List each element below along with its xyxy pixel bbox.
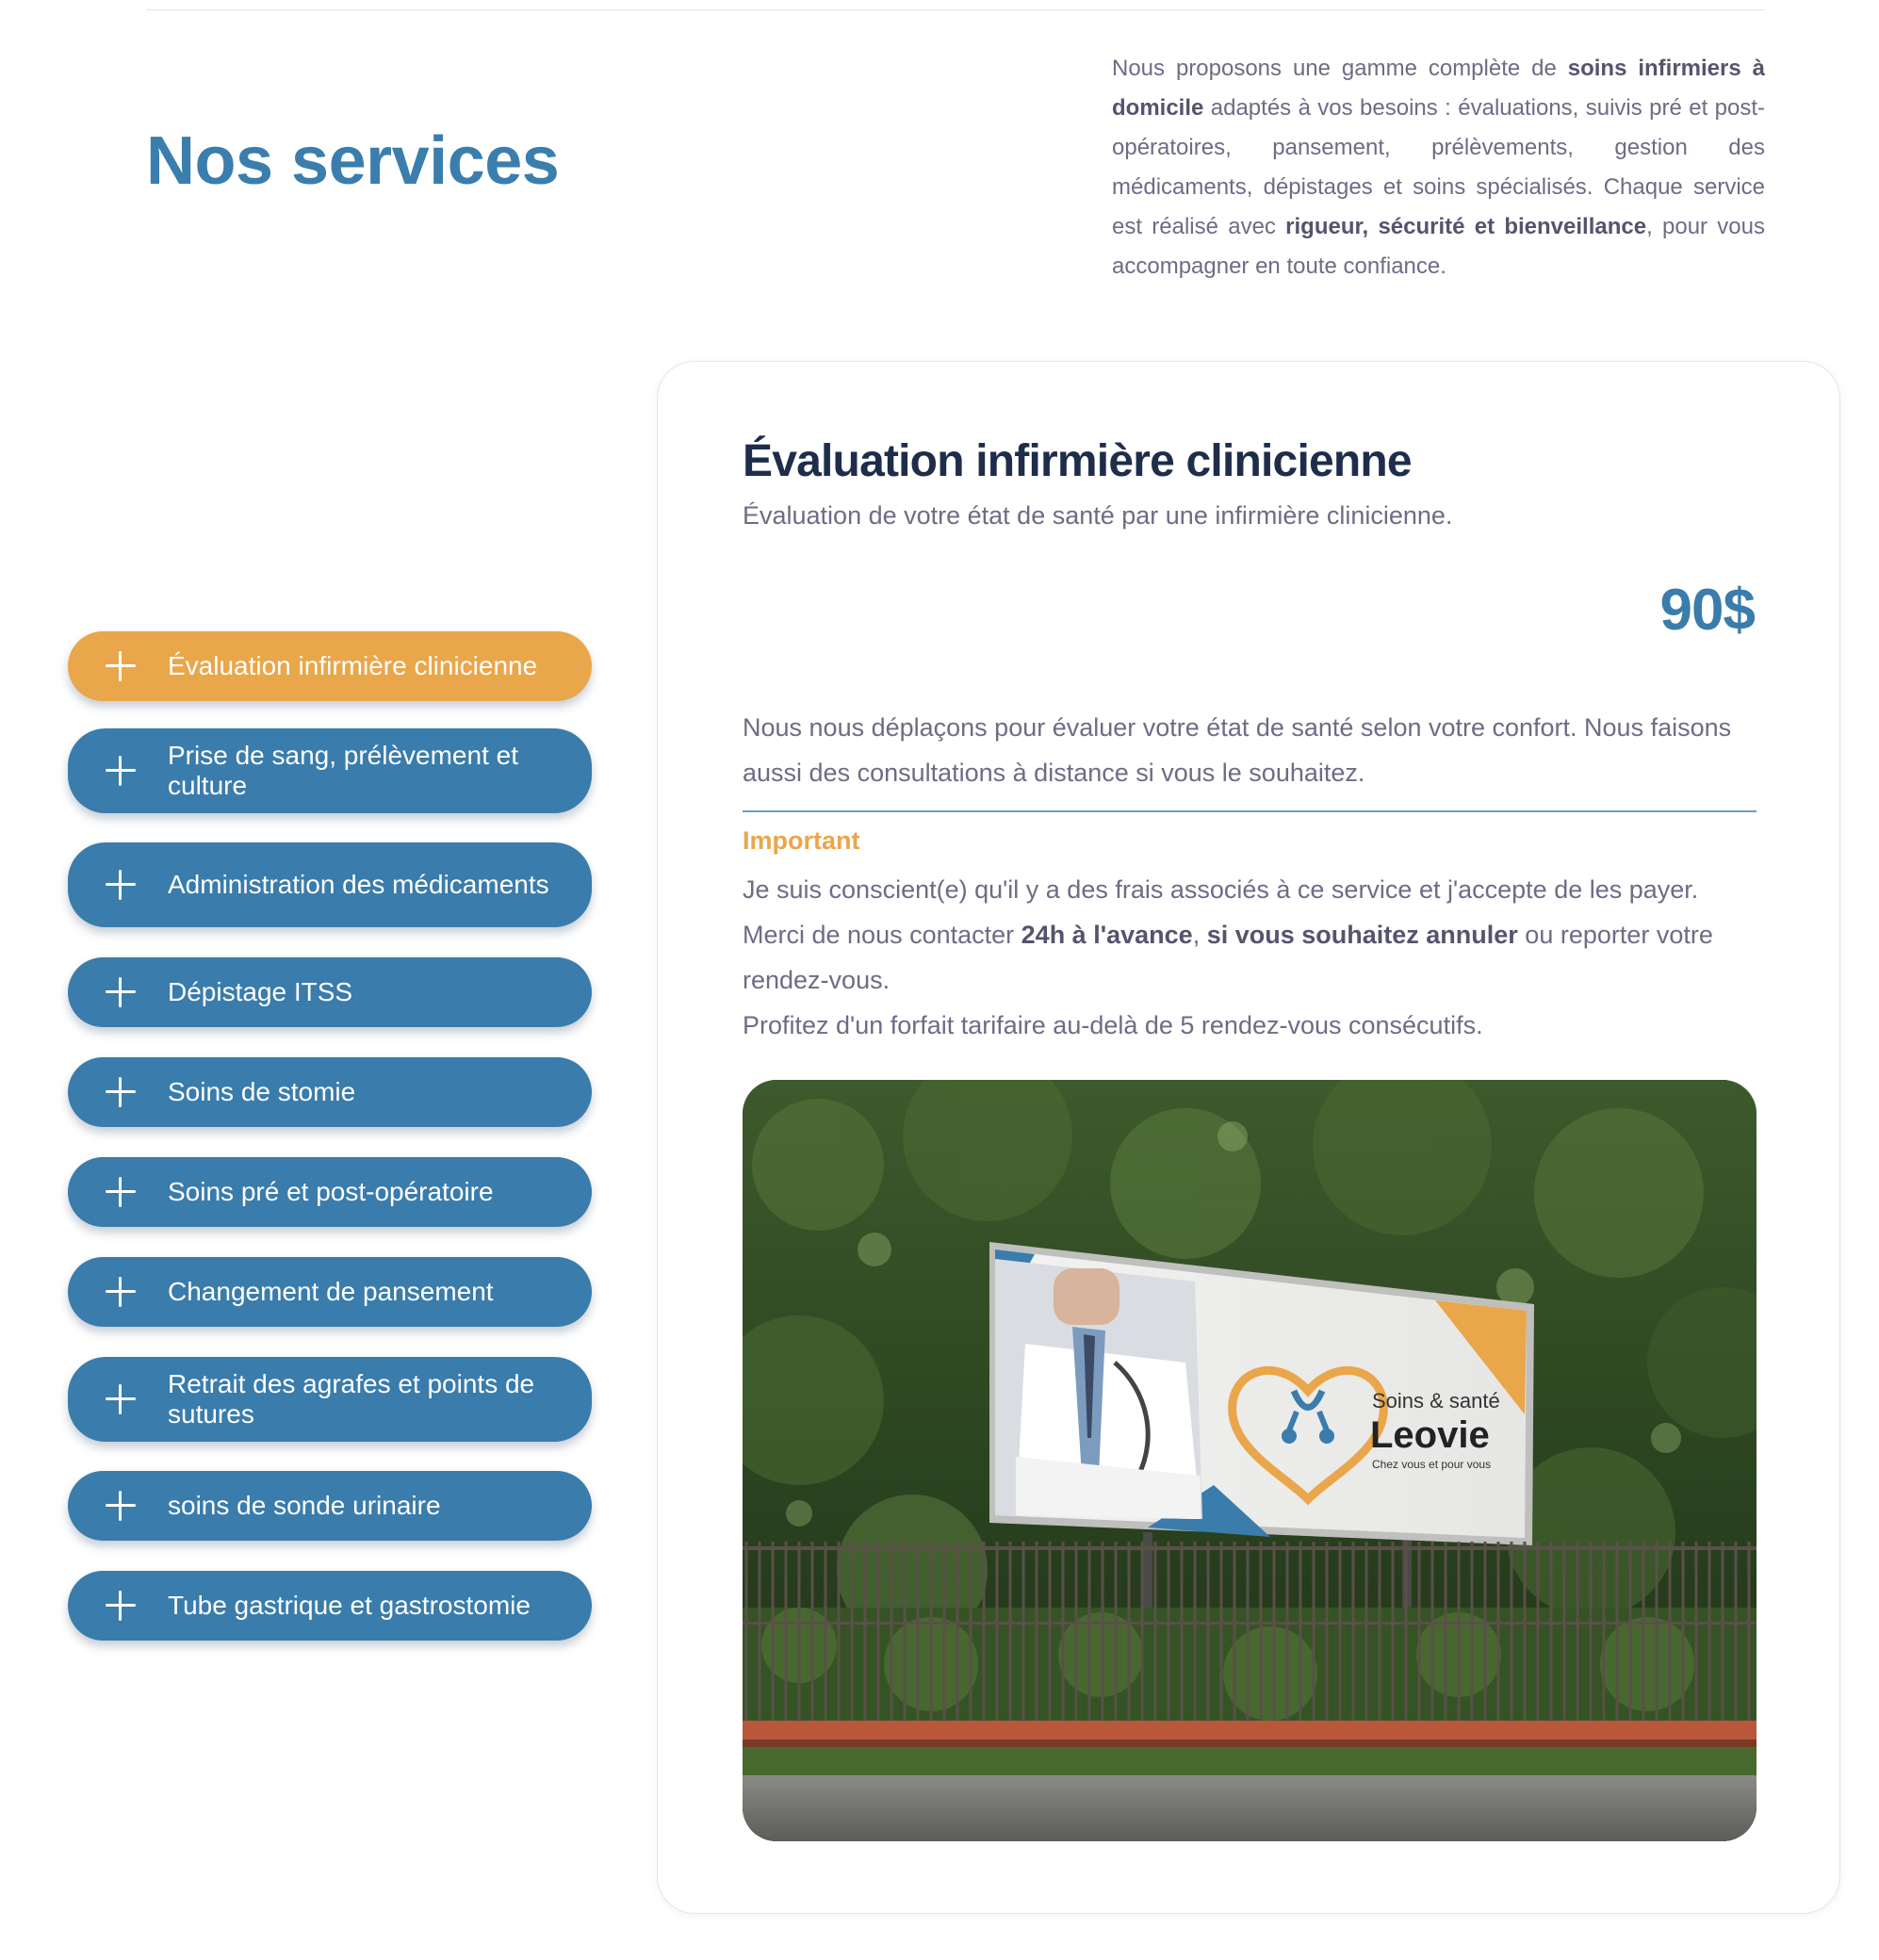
billboard-brand-name: Leovie <box>1370 1414 1490 1456</box>
plus-icon <box>106 1077 136 1107</box>
service-label: Prise de sang, prélèvement et culture <box>168 741 518 800</box>
service-item-medicaments[interactable] <box>68 842 592 927</box>
top-divider <box>146 9 1765 10</box>
service-label: Administration des médicaments <box>168 870 549 899</box>
service-item-pansement[interactable] <box>68 1257 592 1327</box>
service-label: Soins de stomie <box>168 1077 356 1106</box>
service-price: 90$ <box>1659 578 1755 643</box>
service-item-evaluation[interactable] <box>68 631 592 701</box>
service-label: Changement de pansement <box>168 1277 494 1306</box>
plus-icon <box>106 1177 136 1207</box>
plus-icon <box>106 1277 136 1307</box>
detail-description: Nous nous déplaçons pour évaluer votre état de santé selon votre confort. Nous faisons aussi des consultations à distance si vous le souhaitez. <box>743 713 1732 787</box>
important-notice <box>743 867 1756 1048</box>
service-label: Dépistage ITSS <box>168 977 353 1006</box>
important-line: Profitez d'un forfait tarifaire au-delà de 5 rendez-vous consécutifs. <box>743 1011 1483 1039</box>
service-label: Évaluation infirmière clinicienne <box>168 651 538 680</box>
service-label: soins de sonde urinaire <box>168 1491 441 1520</box>
plus-icon <box>106 1491 136 1521</box>
plus-icon <box>106 870 136 900</box>
service-item-sonde-urinaire[interactable] <box>68 1471 592 1541</box>
service-item-prise-de-sang[interactable] <box>68 728 592 813</box>
service-item-stomie[interactable] <box>68 1057 592 1127</box>
service-item-itss[interactable] <box>68 957 592 1027</box>
important-line: Je suis conscient(e) qu'il y a des frais associés à ce service et j'accepte de les payer. <box>743 875 1699 904</box>
service-label: Soins pré et post-opératoire <box>168 1177 494 1206</box>
service-label: Tube gastrique et gastrostomie <box>168 1591 531 1620</box>
important-line: Merci de nous contacter 24h à l'avance, si vous souhaitez annuler ou reporter votre rendez-vous. <box>743 921 1713 994</box>
plus-icon <box>106 651 136 681</box>
plus-icon <box>106 756 136 786</box>
important-label: Important <box>743 826 860 855</box>
plus-icon <box>106 1591 136 1621</box>
plus-icon <box>106 977 136 1007</box>
detail-divider <box>743 810 1756 812</box>
billboard-tagline: Chez vous et pour vous <box>1372 1458 1492 1471</box>
service-label: Retrait des agrafes et points de sutures <box>168 1369 535 1429</box>
billboard-photo <box>743 1080 1756 1841</box>
service-item-pre-post-op[interactable] <box>68 1157 592 1227</box>
service-item-agrafes[interactable] <box>68 1357 592 1442</box>
intro-paragraph: Nous proposons une gamme complète de soins infirmiers à domicile adaptés à vos besoins : évaluations, suivis pré et post-opératoires, pansement, prélèvements, gestion des médicaments, dépistages et soins spécialisés. Chaque service est réalisé avec rigueur, sécurité et bienveillance, pour vous accompagner en toute confiance. <box>1112 56 1765 279</box>
plus-icon <box>106 1384 136 1414</box>
billboard-brand-top: Soins & santé <box>1372 1389 1500 1413</box>
service-detail-card <box>657 361 1840 1914</box>
service-item-tube-gastrique[interactable] <box>68 1571 592 1641</box>
detail-subtitle: Évaluation de votre état de santé par une infirmière clinicienne. <box>743 501 1453 530</box>
detail-title: Évaluation infirmière clinicienne <box>743 436 1412 486</box>
page-title: Nos services <box>146 123 560 199</box>
